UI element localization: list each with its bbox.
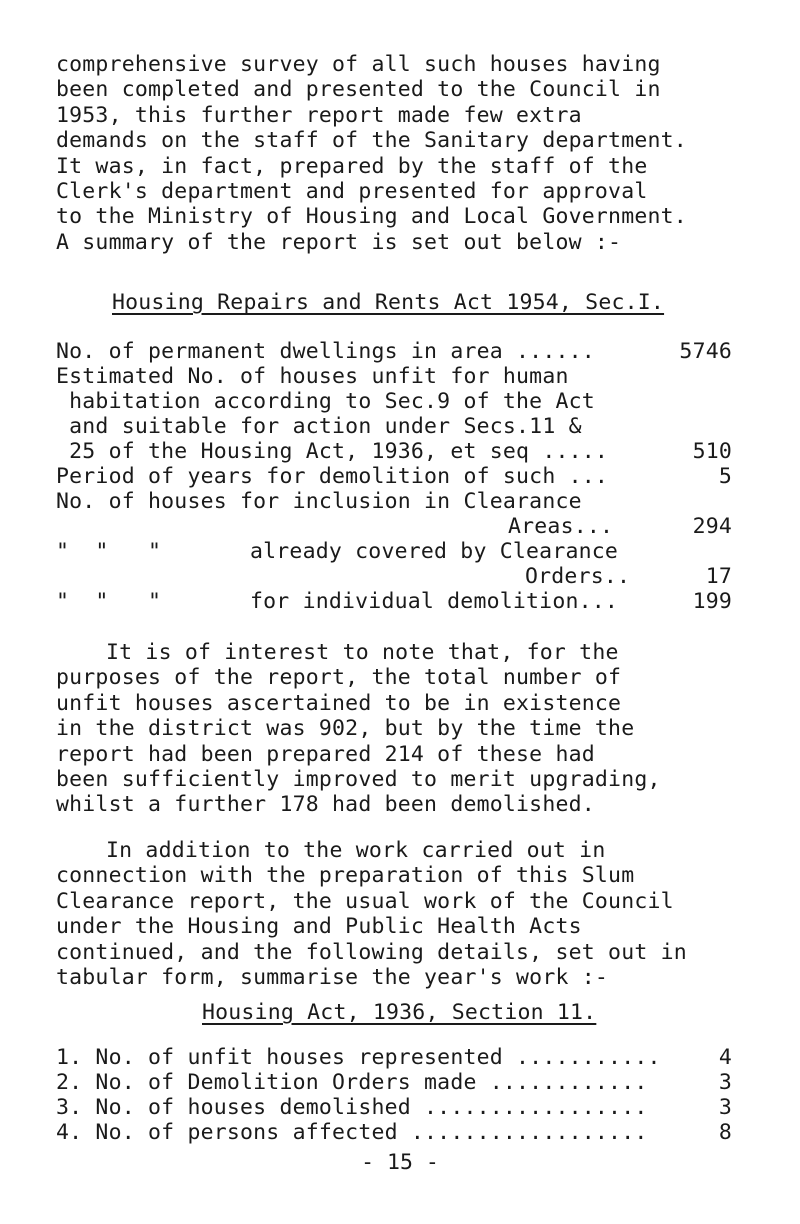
row-label: No. of houses for inclusion in Clearance <box>56 489 582 514</box>
row-label: habitation according to Sec.9 of the Act <box>56 389 595 414</box>
row-label: 1. No. of unfit houses represented ........... <box>56 1045 661 1070</box>
paragraph-unfit-houses <box>56 640 786 818</box>
text-line: under the Housing and Public Health Acts <box>56 914 582 940</box>
row-label: already covered by Clearance <box>250 539 619 564</box>
row-value: 5 <box>718 464 732 489</box>
text-line: connection with the preparation of this Slum <box>56 863 635 889</box>
row-value: 17 <box>705 564 732 589</box>
table-row <box>56 589 732 615</box>
row-value: 3 <box>718 1095 732 1120</box>
text-line: whilst a further 178 had been demolished. <box>56 792 595 818</box>
table-row <box>56 464 732 490</box>
text-line: been completed and presented to the Council in <box>56 77 661 103</box>
text-line: continued, and the following details, set out in <box>56 939 687 965</box>
row-label: No. of permanent dwellings in area ...... <box>56 339 595 364</box>
table-row <box>56 564 732 590</box>
text-line: comprehensive survey of all such houses having <box>56 52 661 77</box>
ditto-marks: " " " <box>56 589 162 614</box>
text-line: demands on the staff of the Sanitary department. <box>56 128 687 154</box>
table-row <box>56 414 732 440</box>
paragraph-council-work <box>56 838 786 990</box>
text-line: A summary of the report is set out below :- <box>56 229 622 255</box>
table-row <box>56 539 732 565</box>
table-row <box>56 1045 732 1071</box>
ditto-marks: " " " <box>56 539 162 564</box>
table-row <box>56 389 732 415</box>
section-heading-housing-act: Housing Act, 1936, Section 11. <box>202 1000 597 1025</box>
text-line: In addition to the work carried out in <box>106 838 606 863</box>
row-label: 4. No. of persons affected .................. <box>56 1120 648 1145</box>
table-row <box>56 514 732 540</box>
row-value: 4 <box>718 1045 732 1070</box>
text-line: been sufficiently improved to merit upgrading, <box>56 767 661 793</box>
row-value: 199 <box>692 589 732 614</box>
table-row <box>56 439 732 465</box>
row-value: 510 <box>692 439 732 464</box>
page-number: - 15 - <box>361 1150 439 1175</box>
row-value: 5746 <box>679 339 732 364</box>
text-line: Clearance report, the usual work of the Council <box>56 888 674 914</box>
table-row <box>56 1095 732 1121</box>
text-line: report had been prepared 214 of these had <box>56 741 595 767</box>
table-row <box>56 339 732 365</box>
row-label: Orders.. <box>525 564 631 589</box>
table-row <box>56 489 732 515</box>
row-label: Period of years for demolition of such ... <box>56 464 609 489</box>
text-line: It was, in fact, prepared by the staff of the <box>56 153 648 179</box>
text-line: tabular form, summarise the year's work :- <box>56 965 609 991</box>
text-line: 1953, this further report made few extra <box>56 102 582 128</box>
text-line: purposes of the report, the total number of <box>56 665 622 691</box>
row-value: 8 <box>718 1120 732 1145</box>
row-label: 25 of the Housing Act, 1936, et seq ..... <box>56 439 609 464</box>
text-line: to the Ministry of Housing and Local Government. <box>56 204 687 230</box>
table-row <box>56 364 732 390</box>
row-label: 2. No. of Demolition Orders made ............ <box>56 1070 648 1095</box>
row-value: 294 <box>692 514 732 539</box>
row-value: 3 <box>718 1070 732 1095</box>
intro-paragraph <box>56 52 786 255</box>
row-label: Estimated No. of houses unfit for human <box>56 364 569 389</box>
row-label: and suitable for action under Secs.11 & <box>56 414 582 439</box>
table-row <box>56 1120 732 1146</box>
text-line: Clerk's department and presented for approval <box>56 179 648 205</box>
section-heading-housing-repairs: Housing Repairs and Rents Act 1954, Sec.I. <box>112 290 665 315</box>
text-line: in the district was 902, but by the time the <box>56 716 635 742</box>
row-label: Areas... <box>508 514 614 539</box>
text-line: unfit houses ascertained to be in existence <box>56 690 622 716</box>
text-line: It is of interest to note that, for the <box>106 640 619 665</box>
table-row <box>56 1070 732 1096</box>
row-label: 3. No. of houses demolished ................. <box>56 1095 648 1120</box>
row-label: for individual demolition... <box>250 589 619 614</box>
